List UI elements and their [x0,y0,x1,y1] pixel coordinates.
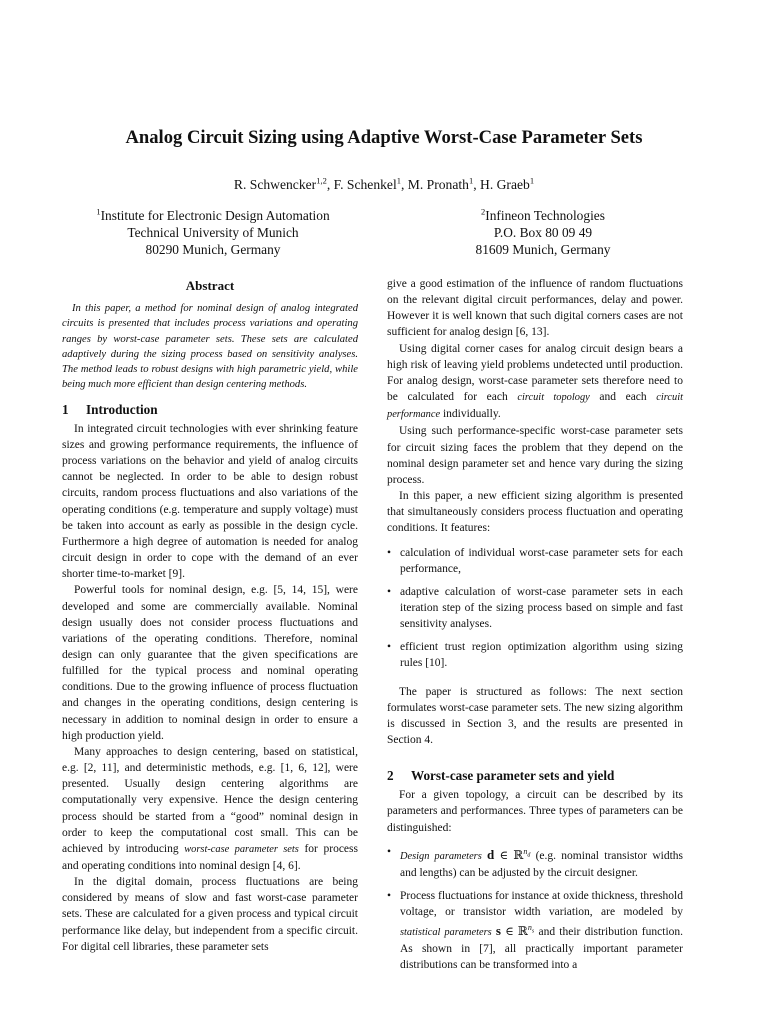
paragraph: In integrated circuit technologies with ever shrinking feature sizes and growing performance requirements, the influence of process variations on the behavior and yield of analog circuits cannot be neglected. In order to be able to design robust circuits, random process fluctuations and also variations of the operating conditions (e.g. temperature and supply voltage) must be taken into account as early as possible in the design cycle. Furthermore a high degree of automation is needed for analog circuit design in order to cope with the demand of an ever shorter time-to-market [9]. [62,422,358,581]
left-column [62,278,358,955]
math-set: ℝ [517,923,528,938]
paragraph-text: Using digital corner cases for analog circuit design bears a high risk of leaving yield problems undetected until production. For analog design, worst-case parameter sets therefore need to be calculated for each [387,342,683,404]
paragraph-text: Many approaches to design centering, based on statistical, e.g. [2, 11], and deterministic methods, e.g. [1, 6, 12], were presented. Usually design centering algorithms are computationally very expensive. Hence the design centering process should be started from a “good” nominal design in order to keep the computational cost small. This can be achieved by introducing [62,745,358,855]
affiliation-block [398,207,688,258]
math-dimension-subscript: s [531,928,535,935]
paper-title: Analog Circuit Sizing using Adaptive Worst-Case Parameter Sets [125,127,643,148]
list-item: • adaptive calculation of worst-case parameter sets in each iteration step of the sizing process based on simple and fast sensitivity analyses. [387,584,683,632]
author-separator: , [326,177,334,192]
emphasized-term: circuit performance [387,392,684,421]
emphasized-term: Design parameters [400,850,482,862]
paragraph-text: and each [589,391,657,404]
feature-list [387,545,683,672]
author-separator: , [473,177,480,192]
math-dimension-base: n [527,923,532,933]
math-operator: ∈ [500,925,518,938]
section-number: 2 [387,768,394,784]
affiliation-line: 81609 Munich, Germany [475,242,611,257]
parameter-type-list [387,844,683,974]
abstract-text: In this paper, a method for nominal design of analog integrated circuits is presented that includes process variations and operating ranges by worst-case parameter sets. These sets are calculated adaptively during the sizing process based on sensitivity analyses. The method leads to robust designs with high parametric yield, while being much more efficient than design centering methods. [62,303,358,391]
affiliation-mark: 2 [481,206,486,217]
paragraph [62,744,358,874]
math-dimension-base: n [523,846,528,856]
math-operator: ∈ [494,849,514,862]
affiliation-block [68,207,358,258]
section-heading [387,768,683,784]
paragraph-text: (e.g. nominal transistor widths and lengths) can be adjusted by the circuit designer. [400,849,684,879]
paragraph-text: for process and operating conditions into nominal design [4, 6]. [62,842,358,872]
math-dimension-subscript: d [527,852,531,859]
list-item: • efficient trust region optimization algorithm using sizing rules [10]. [387,639,683,671]
section-number: 1 [62,401,69,417]
emphasized-term: worst-case parameter sets [184,843,299,855]
paragraph: In this paper, a new efficient sizing algorithm is presented that simultaneously considers process fluctuation and operating conditions. It features: [387,490,683,535]
paragraph: Powerful tools for nominal design, e.g. [5, 14, 15], were developed and some are commercially available. Nominal design usually does not consider process fluctuations and variations of the operating conditions. Therefore, nominal design can only guarantee that the given specifications are fulfilled for the typical process and nominal operating conditions. Due to the growing influence of process fluctuation and changes in the operating conditions, design centering is necessary in addition to nominal design in order to ensure a high production yield. [62,584,358,742]
affiliation-line: P.O. Box 80 09 49 [493,225,593,240]
author-name: R. Schwencker [233,177,317,192]
affiliation-line: Institute for Electronic Design Automation [100,208,330,223]
list-item [387,888,683,974]
section-heading [62,402,358,418]
paragraph [387,341,683,424]
math-set: ℝ [513,847,524,862]
affiliation-line: Technical University of Munich [127,225,299,240]
author-affiliation-mark: 1 [468,175,474,186]
section-title: Worst-case parameter sets and yield [411,768,615,784]
list-item: • calculation of individual worst-case parameter sets for each performance, [387,545,683,577]
author-affiliation-mark: 1,2 [316,175,327,186]
math-symbol: s [495,922,501,938]
paragraph: In the digital domain, process fluctuations are being considered by means of slow and fast worst-case parameter sets. These are calculated for a given process and typical circuit performance like delay, but independent from a specific circuit. For digital cell libraries, these parameter sets [62,876,358,953]
paragraph: Using such performance-specific worst-case parameter sets for circuit sizing faces the problem that they depend on the nominal design parameter set and hence vary during the sizing process. [387,425,683,486]
paragraph: The paper is structured as follows: The next section formulates worst-case parameter sets. The new sizing algorithm is discussed in Section 3, and the results are presented in Section 4. [387,685,683,747]
affiliation-line: Infineon Technologies [485,208,605,223]
paragraph: For a given topology, a circuit can be described by its parameters and performances. Three types of parameters can be distinguished: [387,789,683,834]
paragraph-text: individually. [440,408,501,421]
author-name: H. Graeb [480,177,530,192]
author-affiliation-mark: 1 [396,175,401,186]
right-column [387,276,683,980]
emphasized-term: circuit topology [517,392,590,404]
math-symbol: d [487,846,495,862]
paragraph-text: and their distribution function. As shown in [7], all practically important parameter distributions can be transformed into a [400,925,684,972]
author-name: F. Schenkel [333,177,397,192]
author-name: M. Pronath [407,177,469,192]
abstract-heading: Abstract [185,278,235,293]
affiliation-mark: 1 [96,206,101,217]
author-list [40,176,728,194]
paragraph: give a good estimation of the influence of random fluctuations on the relevant digital circuit performances, delay and power. However it is well known that such digital corners cases are not sufficient for analog design [6, 13]. [387,278,683,339]
affiliation-line: 80290 Munich, Germany [145,242,281,257]
paragraph-text: Process fluctuations for instance at oxide thickness, threshold voltage, or transistor width variation, are modeled by [400,889,683,918]
author-separator: , [400,177,408,192]
emphasized-term: statistical parameters [400,926,492,938]
author-affiliation-mark: 1 [529,175,535,186]
section-title: Introduction [86,401,158,417]
list-item [387,844,683,881]
